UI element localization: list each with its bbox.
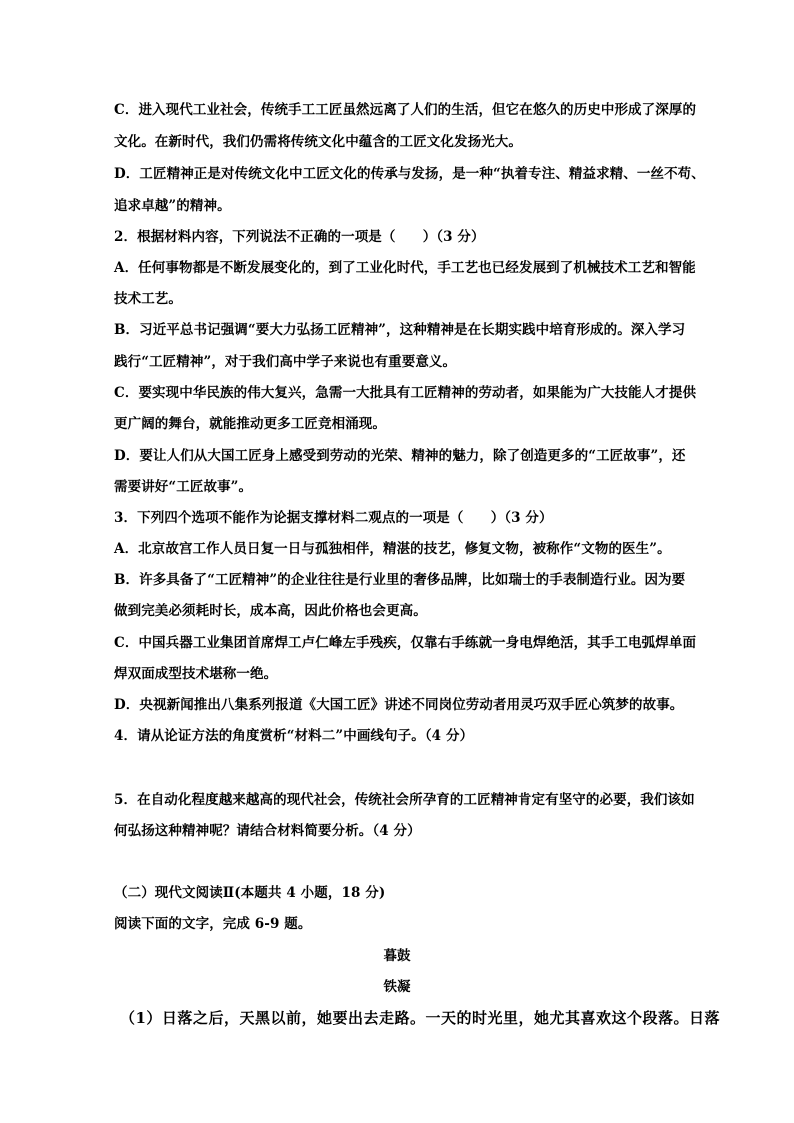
question-2: 2．根据材料内容，下列说法不正确的一项是（ ）（3 分） (114, 229, 485, 245)
q2-option-a-line-1: A．任何事物都是不断发展变化的，到了工业化时代，手工艺也已经发展到了机械技术工艺和智能 (114, 260, 696, 276)
story-paragraph-1: （1）日落之后，天黑以前，她要出去走路。一天的时光里，她尤其喜欢这个段落。日落 (120, 1009, 720, 1027)
q2-option-b-line-2: 践行“工匠精神”，对于我们高中学子来说也有重要意义。 (114, 354, 457, 370)
story-author: 铁凝 (383, 979, 411, 995)
q2-option-a-line-2: 技术工艺。 (114, 291, 182, 307)
q3-option-c-line-1: C．中国兵器工业集团首席焊工卢仁峰左手残疾，仅靠右手练就一身电焊绝活，其手工电弧焊单面 (114, 635, 697, 651)
reading-instruction: 阅读下面的文字，完成 6-9 题。 (114, 916, 312, 932)
q2-option-c-line-1: C．要实现中华民族的伟大复兴，急需一大批具有工匠精神的劳动者，如果能为广大技能人才提供 (114, 385, 697, 401)
story-title: 暮鼓 (383, 948, 411, 964)
q3-option-c-line-2: 焊双面成型技术堪称一绝。 (114, 666, 278, 682)
q3-option-b-line-1: B．许多具备了“工匠精神”的企业往往是行业里的奢侈品牌，比如瑞士的手表制造行业。因为要 (114, 572, 686, 588)
question-5-line-1: 5．在自动化程度越来越高的现代社会，传统社会所孕育的工匠精神肯定有坚守的必要，我们该如 (114, 792, 695, 808)
q3-option-a: A．北京故宫工作人员日复一日与孤独相伴，精湛的技艺，修复文物，被称作“文物的医生”。 (114, 541, 671, 557)
q3-option-d: D．央视新闻推出八集系列报道《大国工匠》讲述不同岗位劳动者用灵巧双手匠心筑梦的故事。 (114, 697, 684, 713)
option-c-line-2: 文化。在新时代，我们仍需将传统文化中蕴含的工匠文化发扬光大。 (114, 134, 522, 150)
question-4: 4．请从论证方法的角度赏析“材料二”中画线句子。（4 分） (114, 728, 474, 744)
option-d-line-1: D．工匠精神正是对传统文化中工匠文化的传承与发扬，是一种“执着专注、精益求精、一丝不苟、 (114, 166, 705, 182)
q3-option-b-line-2: 做到完美必须耗时长，成本高，因此价格也会更高。 (114, 603, 427, 619)
q2-option-d-line-1: D．要让人们从大国工匠身上感受到劳动的光荣、精神的魅力，除了创造更多的“工匠故事”，还 (114, 448, 686, 464)
q2-option-c-line-2: 更广阔的舞台，就能推动更多工匠竞相涌现。 (114, 416, 386, 432)
option-d-line-2: 追求卓越”的精神。 (114, 198, 231, 214)
option-c-line-1: C．进入现代工业社会，传统手工工匠虽然远离了人们的生活，但它在悠久的历史中形成了深厚的 (114, 102, 697, 118)
section-heading: （二）现代文阅读Ⅱ(本题共 4 小题，18 分) (114, 885, 386, 901)
q2-option-b-line-1: B．习近平总书记强调“要大力弘扬工匠精神”，这种精神是在长期实践中培育形成的。深入学习 (114, 322, 686, 338)
question-3: 3．下列四个选项不能作为论据支撑材料二观点的一项是（ ）（3 分） (114, 510, 553, 526)
question-5-line-2: 何弘扬这种精神呢？请结合材料简要分析。（4 分） (114, 823, 421, 839)
q2-option-d-line-2: 需要讲好“工匠故事”。 (114, 479, 253, 495)
